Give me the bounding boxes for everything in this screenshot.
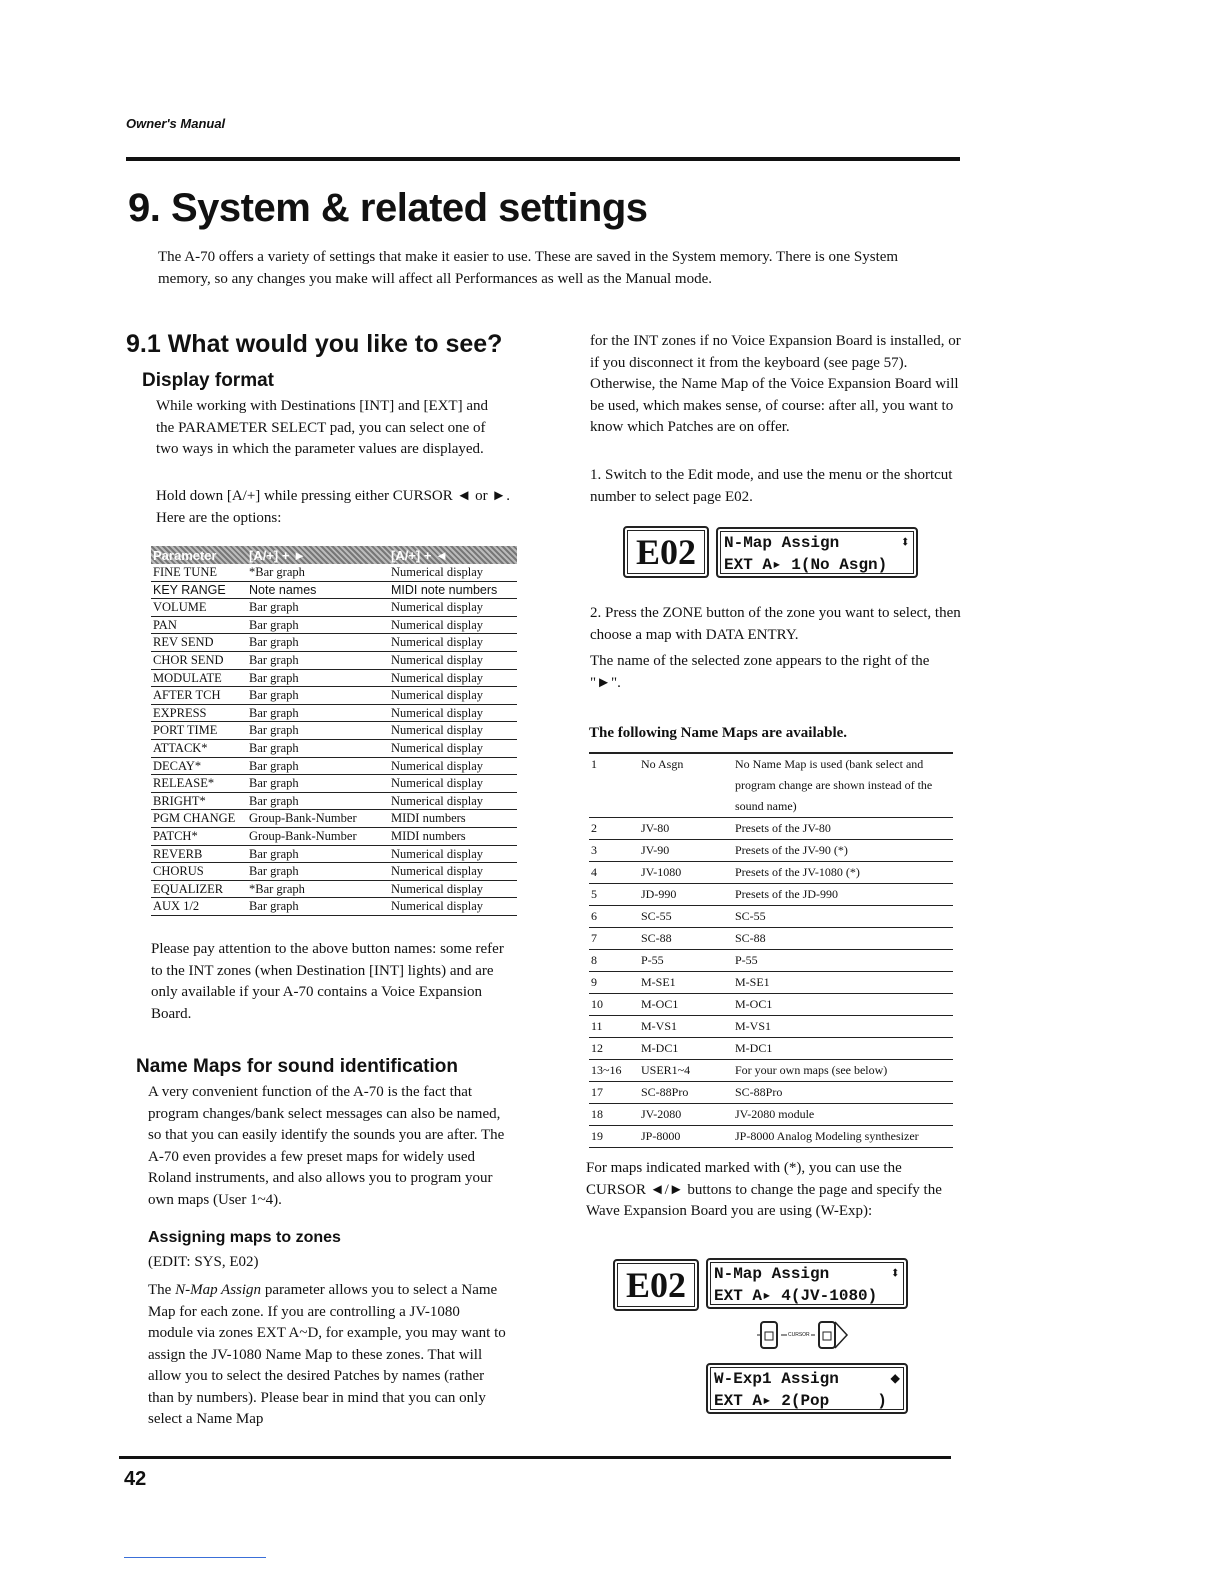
map-name: M-VS1 xyxy=(641,1019,678,1033)
parameter-name: DECAY* xyxy=(153,758,202,773)
map-name: SC-88 xyxy=(641,931,672,945)
map-description: Presets of the JV-80 xyxy=(735,821,831,835)
footer-line xyxy=(124,1557,266,1558)
cursor-label: CURSOR xyxy=(788,1332,810,1338)
display-format-instruction: Hold down [A/+] while pressing either CURSOR ◄ or ►. Here are the options: xyxy=(156,488,510,526)
bar-option: *Bar graph xyxy=(249,565,305,579)
numerical-option: Numerical display xyxy=(391,881,483,896)
numerical-option: Numerical display xyxy=(391,600,483,615)
attention-paragraph: Please pay attention to the above button names: some refer to the INT zones (when Destination [INT] lights) and are only available if your A-70 contains a Voice Expansion Board. xyxy=(151,941,504,1022)
name-maps-paragraph: A very convenient function of the A-70 is the fact that program changes/bank select messages can also be named, so that you can easily identify the sounds you are after. The A-70 even provides a few preset maps for widely used Roland instruments, and also allows you to program your own maps (User 1~4). xyxy=(148,1084,505,1208)
name-map-row xyxy=(589,1060,953,1082)
name-map-row xyxy=(589,1016,953,1038)
lcd-line-1: N-Map Assign xyxy=(724,534,840,552)
parameter-name: ATTACK* xyxy=(153,740,208,755)
numerical-option: Numerical display xyxy=(391,846,483,861)
page-code-display-2: E02 xyxy=(613,1259,699,1311)
parameter-name: BRIGHT* xyxy=(153,793,206,808)
bottom-divider xyxy=(119,1456,951,1459)
map-description: P-55 xyxy=(735,953,758,967)
name-map-row xyxy=(589,994,953,1016)
assigning-param-name: N-Map Assign xyxy=(175,1282,262,1298)
bar-option: Bar graph xyxy=(249,600,299,615)
name-maps-heading: Name Maps for sound identification xyxy=(136,1056,458,1077)
map-name: M-OC1 xyxy=(641,997,679,1011)
numerical-option: Numerical display xyxy=(391,705,483,720)
map-description: JP-8000 Analog Modeling synthesizer xyxy=(735,1129,919,1143)
map-number: 1 xyxy=(591,757,597,771)
lcd-display-wexp xyxy=(706,1363,908,1414)
map-number: 4 xyxy=(591,865,597,879)
map-number: 17 xyxy=(591,1085,603,1099)
bar-option: *Bar graph xyxy=(249,881,305,896)
bar-option: Note names xyxy=(249,582,317,597)
parameter-row xyxy=(151,898,517,916)
assigning-text-pre: The xyxy=(148,1282,176,1298)
bar-option: Group-Bank-Number xyxy=(249,811,357,826)
display-format-heading: Display format xyxy=(142,370,274,391)
step-1: 1. Switch to the Edit mode, and use the menu or the shortcut number to select page E02. xyxy=(590,467,953,505)
map-name: SC-55 xyxy=(641,909,672,923)
parameter-row xyxy=(151,634,517,652)
after-table-paragraph: For maps indicated marked with (*), you can use the CURSOR ◄/► buttons to change the page and specify the Wave Expansion Board you are using (W-Exp): xyxy=(586,1160,942,1219)
map-number: 18 xyxy=(591,1107,603,1121)
map-name: M-DC1 xyxy=(641,1041,679,1055)
name-map-row xyxy=(589,818,953,840)
parameter-name: MODULATE xyxy=(153,670,222,685)
map-description: For your own maps (see below) xyxy=(735,1063,888,1077)
parameter-name: AUX 1/2 xyxy=(153,899,200,914)
parameter-row xyxy=(151,863,517,881)
map-name: SC-88Pro xyxy=(641,1085,689,1099)
bar-option: Group-Bank-Number xyxy=(249,828,357,843)
parameter-name: RELEASE* xyxy=(153,776,215,791)
map-description: M-VS1 xyxy=(735,1019,772,1033)
parameter-row xyxy=(151,810,517,828)
map-description: SC-88 xyxy=(735,931,766,945)
bar-option: Bar graph xyxy=(249,652,299,667)
parameter-row xyxy=(151,652,517,670)
map-name: P-55 xyxy=(641,953,664,967)
numerical-option: Numerical display xyxy=(391,793,483,808)
up-down-icon: ⬍ xyxy=(900,534,910,552)
parameter-table-header xyxy=(151,546,517,564)
step-2-note: The name of the selected zone appears to the right of the "►". xyxy=(590,653,930,691)
map-name: JD-990 xyxy=(641,887,677,901)
map-number: 6 xyxy=(591,909,597,923)
map-description: M-OC1 xyxy=(735,997,773,1011)
bar-option: Bar graph xyxy=(249,864,299,879)
map-name: JP-8000 xyxy=(641,1129,681,1143)
bar-option: Bar graph xyxy=(249,846,299,861)
numerical-option: MIDI numbers xyxy=(391,828,466,843)
diamond-icon: ◆ xyxy=(890,1370,900,1388)
assigning-heading: Assigning maps to zones xyxy=(148,1229,341,1246)
bar-option: Bar graph xyxy=(249,635,299,650)
lcd-line-2: EXT A▸ 2(Pop ) xyxy=(714,1392,887,1410)
parameter-row xyxy=(151,828,517,846)
parameter-row xyxy=(151,670,517,688)
parameter-name: AFTER TCH xyxy=(153,688,221,703)
map-description: M-DC1 xyxy=(735,1041,773,1055)
lcd-display-nmap xyxy=(716,527,918,578)
bar-option: Bar graph xyxy=(249,899,299,914)
name-map-row xyxy=(589,950,953,972)
parameter-row xyxy=(151,775,517,793)
map-description: Presets of the JD-990 xyxy=(735,887,838,901)
map-number: 8 xyxy=(591,953,597,967)
name-map-row xyxy=(589,840,953,862)
parameter-row xyxy=(151,758,517,776)
parameter-name: FINE TUNE xyxy=(153,565,218,579)
bar-option: Bar graph xyxy=(249,688,299,703)
map-description: M-SE1 xyxy=(735,975,770,989)
map-number: 13~16 xyxy=(591,1063,622,1077)
name-map-table-title: The following Name Maps are available. xyxy=(589,725,848,741)
bar-option: Bar graph xyxy=(249,670,299,685)
name-map-row xyxy=(589,754,953,818)
map-name: JV-1080 xyxy=(641,865,682,879)
map-name: JV-2080 xyxy=(641,1107,682,1121)
page-code-display: E02 xyxy=(623,526,709,578)
numerical-option: Numerical display xyxy=(391,864,483,879)
name-map-row xyxy=(589,1038,953,1060)
numerical-option: MIDI note numbers xyxy=(391,582,498,597)
numerical-option: Numerical display xyxy=(391,758,483,773)
numerical-option: Numerical display xyxy=(391,740,483,755)
intro-paragraph: The A-70 offers a variety of settings that make it easier to use. These are saved in the System memory. There is one System memory, so any changes you make will affect all Performances as well as the Manual mode. xyxy=(158,249,899,287)
map-number: 2 xyxy=(591,821,597,835)
parameter-row xyxy=(151,599,517,617)
parameter-row xyxy=(151,564,517,582)
name-map-row xyxy=(589,1126,953,1148)
edit-reference: (EDIT: SYS, E02) xyxy=(148,1254,259,1270)
map-description: Presets of the JV-90 (*) xyxy=(735,843,848,857)
lcd-line-1: N-Map Assign xyxy=(714,1265,830,1283)
bar-option: Bar graph xyxy=(249,758,299,773)
section-title: 9.1 What would you like to see? xyxy=(126,330,503,358)
parameter-name: CHORUS xyxy=(153,864,204,879)
header-parameter: Parameter xyxy=(153,547,217,563)
top-divider xyxy=(126,157,960,161)
lcd-line-2: EXT A▸ 4(JV-1080) xyxy=(714,1287,878,1305)
map-number: 12 xyxy=(591,1041,603,1055)
parameter-name: PGM CHANGE xyxy=(153,811,236,826)
bar-option: Bar graph xyxy=(249,776,299,791)
numerical-option: Numerical display xyxy=(391,670,483,685)
map-number: 10 xyxy=(591,997,603,1011)
page-number: 42 xyxy=(124,1468,147,1490)
bar-option: Bar graph xyxy=(249,705,299,720)
map-number: 3 xyxy=(591,843,597,857)
parameter-row xyxy=(151,687,517,705)
numerical-option: MIDI numbers xyxy=(391,811,466,826)
name-map-table-body xyxy=(589,754,953,1148)
assigning-text-post: parameter allows you to select a Name Map for each zone. If you are controlling a JV-1080 module via zones EXT A~D, for example, you may want to assign the JV-1080 Name Map to these zones. That will allow you to select the desired Patches by names (rather than by numbers). Please bear in mind that you can only select a Name Map xyxy=(148,1282,506,1427)
name-map-row xyxy=(589,1082,953,1104)
numerical-option: Numerical display xyxy=(391,617,483,632)
map-description: No Name Map is used (bank select and program change are shown instead of the sound name) xyxy=(735,757,933,813)
parameter-name: REVERB xyxy=(153,846,203,861)
assigning-paragraph xyxy=(148,1280,508,1431)
map-description: SC-88Pro xyxy=(735,1085,783,1099)
numerical-option: Numerical display xyxy=(391,635,483,650)
map-number: 11 xyxy=(591,1019,603,1033)
lcd-display-nmap-2 xyxy=(706,1258,908,1309)
parameter-row xyxy=(151,617,517,635)
name-map-row xyxy=(589,862,953,884)
parameter-row xyxy=(151,582,517,600)
parameter-name: EQUALIZER xyxy=(153,881,224,896)
step-2: 2. Press the ZONE button of the zone you want to select, then choose a map with DATA ENTRY. xyxy=(590,605,961,643)
lcd-line-1: W-Exp1 Assign xyxy=(714,1370,839,1388)
parameter-name: CHOR SEND xyxy=(153,652,224,667)
parameter-table xyxy=(151,546,517,916)
map-name: JV-90 xyxy=(641,843,670,857)
map-number: 19 xyxy=(591,1129,603,1143)
map-description: Presets of the JV-1080 (*) xyxy=(735,865,860,879)
parameter-row xyxy=(151,740,517,758)
running-header: Owner's Manual xyxy=(126,116,226,131)
bar-option: Bar graph xyxy=(249,793,299,808)
parameter-name: VOLUME xyxy=(153,600,207,615)
name-map-row xyxy=(589,972,953,994)
continued-paragraph: for the INT zones if no Voice Expansion Board is installed, or if you disconnect it from the keyboard (see page 57). Otherwise, the Name Map of the Voice Expansion Board will be used, which makes sense, of course: after all, you want to know which Patches are on offer. xyxy=(590,333,961,435)
bar-option: Bar graph xyxy=(249,723,299,738)
map-number: 5 xyxy=(591,887,597,901)
numerical-option: Numerical display xyxy=(391,899,483,914)
map-name: M-SE1 xyxy=(641,975,676,989)
parameter-name: PORT TIME xyxy=(153,723,218,738)
parameter-row xyxy=(151,793,517,811)
map-number: 9 xyxy=(591,975,597,989)
parameter-row xyxy=(151,881,517,899)
parameter-name: PAN xyxy=(153,617,177,632)
parameter-name: KEY RANGE xyxy=(153,582,226,597)
parameter-row xyxy=(151,705,517,723)
bar-option: Bar graph xyxy=(249,740,299,755)
numerical-option: Numerical display xyxy=(391,652,483,667)
parameter-table-body xyxy=(151,564,517,916)
map-description: SC-55 xyxy=(735,909,766,923)
header-numerical-option: [A/+] + ◄ xyxy=(391,547,448,563)
lcd-line-2: EXT A▸ 1(No Asgn) xyxy=(724,556,888,574)
name-map-row xyxy=(589,928,953,950)
up-down-icon: ⬍ xyxy=(890,1265,900,1283)
name-map-table xyxy=(589,752,953,1148)
name-map-row xyxy=(589,1104,953,1126)
numerical-option: Numerical display xyxy=(391,688,483,703)
map-name: No Asgn xyxy=(641,757,684,771)
parameter-name: PATCH* xyxy=(153,828,198,843)
name-map-row xyxy=(589,906,953,928)
name-map-row xyxy=(589,884,953,906)
parameter-name: REV SEND xyxy=(153,635,214,650)
numerical-option: Numerical display xyxy=(391,723,483,738)
parameter-name: EXPRESS xyxy=(153,705,207,720)
parameter-row xyxy=(151,722,517,740)
bar-option: Bar graph xyxy=(249,617,299,632)
chapter-title: 9. System & related settings xyxy=(128,186,648,230)
map-name: JV-80 xyxy=(641,821,670,835)
map-name: USER1~4 xyxy=(641,1063,691,1077)
numerical-option: Numerical display xyxy=(391,565,483,579)
map-description: JV-2080 module xyxy=(735,1107,815,1121)
map-number: 7 xyxy=(591,931,597,945)
display-format-paragraph: While working with Destinations [INT] and [EXT] and the PARAMETER SELECT pad, you can select one of two ways in which the parameter values are displayed. xyxy=(156,398,488,457)
parameter-row xyxy=(151,846,517,864)
header-bar-option: [A/+] + ► xyxy=(249,547,306,563)
numerical-option: Numerical display xyxy=(391,776,483,791)
